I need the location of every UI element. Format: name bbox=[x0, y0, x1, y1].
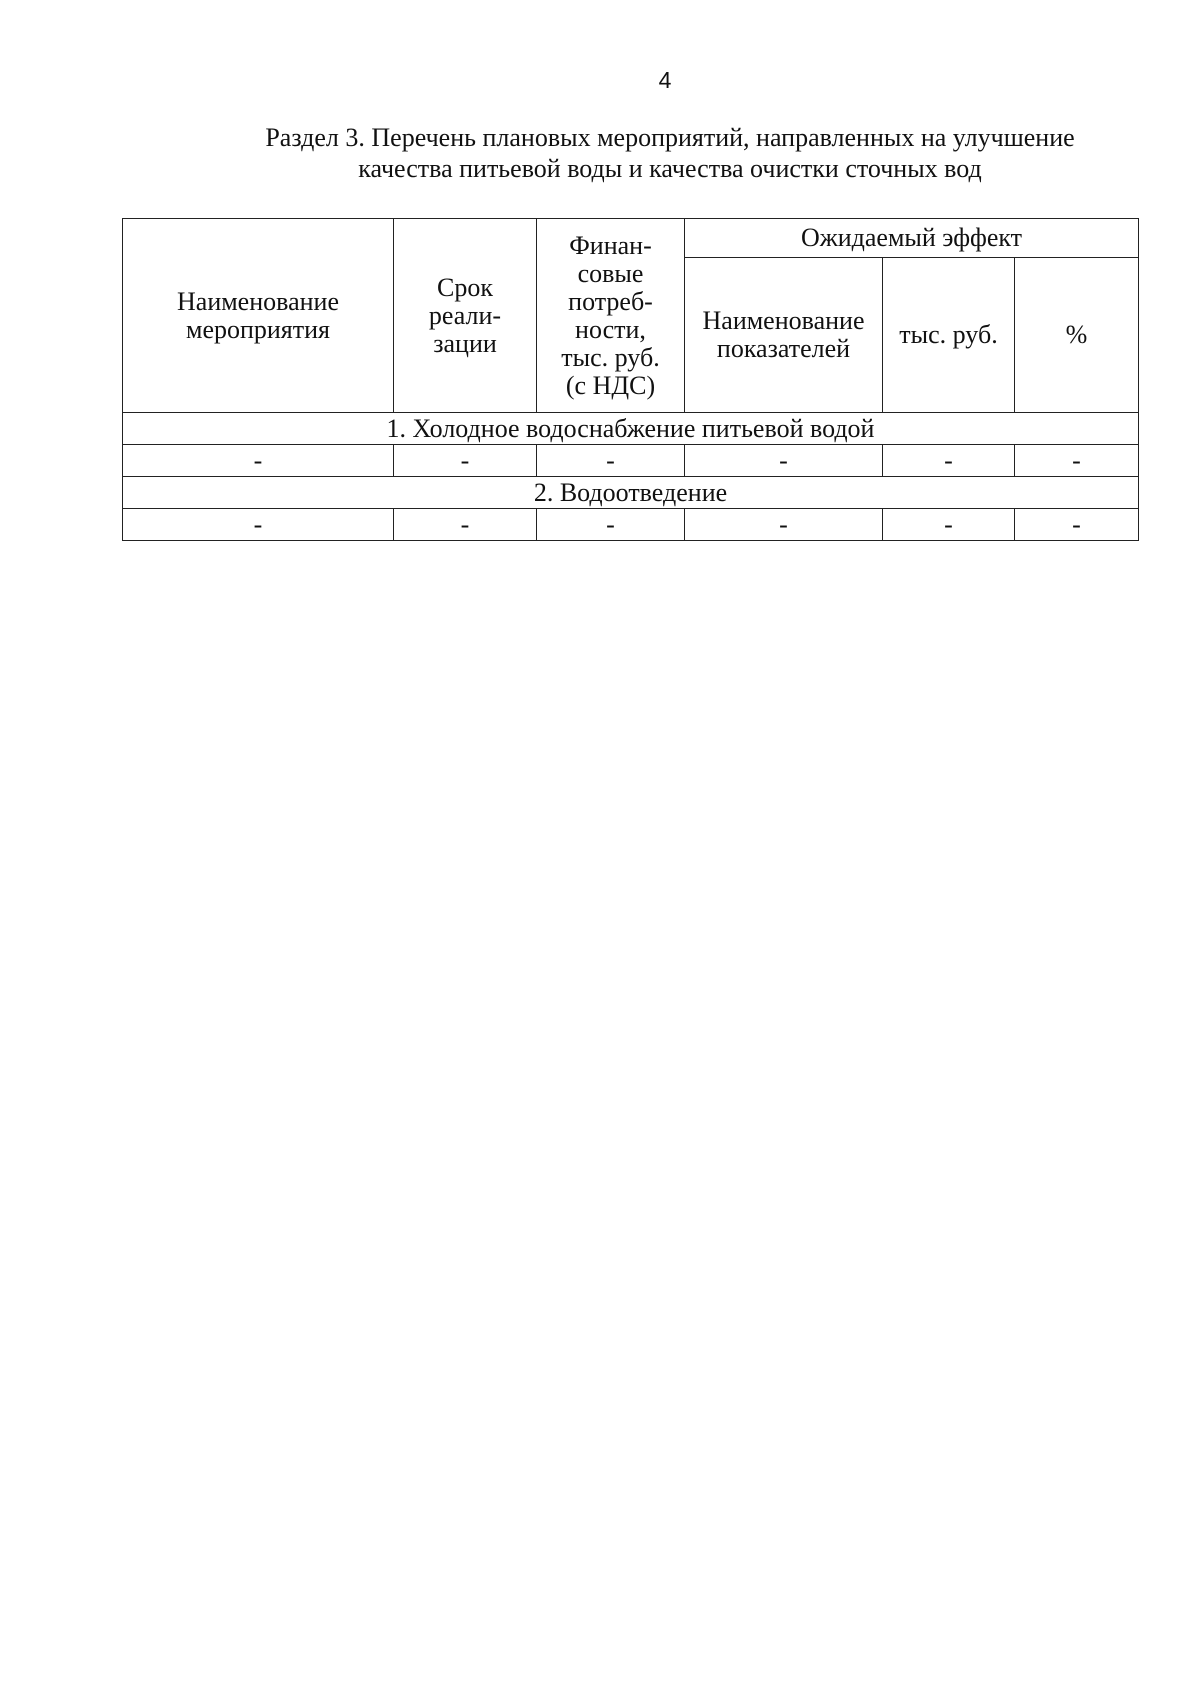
table-cell: - bbox=[123, 509, 394, 541]
table-cell: - bbox=[883, 445, 1015, 477]
table-cell: - bbox=[1015, 445, 1139, 477]
header-expected-effect: Ожидаемый эффект bbox=[685, 219, 1139, 258]
table-cell: - bbox=[394, 509, 537, 541]
table-cell: - bbox=[1015, 509, 1139, 541]
header-term: Срок реали- зации bbox=[394, 219, 537, 413]
table-cell: - bbox=[123, 445, 394, 477]
section-title-line: качества питьевой воды и качества очистки сточных вод bbox=[358, 154, 982, 183]
table-cell: - bbox=[883, 509, 1015, 541]
page-number: 4 bbox=[658, 67, 672, 93]
section-title bbox=[180, 122, 1160, 184]
table-cell: - bbox=[537, 509, 685, 541]
table-row bbox=[123, 445, 1139, 477]
section-heading: 1. Холодное водоснабжение питьевой водой bbox=[123, 413, 1139, 445]
header-percent: % bbox=[1015, 258, 1139, 413]
section-row bbox=[123, 413, 1139, 445]
measures-table bbox=[122, 218, 1139, 541]
section-row bbox=[123, 477, 1139, 509]
header-thousand-rub: тыс. руб. bbox=[883, 258, 1015, 413]
header-measure-name: Наименование мероприятия bbox=[123, 219, 394, 413]
section-title-line: Раздел 3. Перечень плановых мероприятий, направленных на улучшение bbox=[265, 123, 1075, 152]
header-row bbox=[123, 219, 1139, 258]
table-cell: - bbox=[394, 445, 537, 477]
header-indicators: Наименование показателей bbox=[685, 258, 883, 413]
table-row bbox=[123, 509, 1139, 541]
header-finance: Финан- совые потреб- ности, тыс. руб. (с НДС) bbox=[537, 219, 685, 413]
table-cell: - bbox=[685, 509, 883, 541]
section-heading: 2. Водоотведение bbox=[123, 477, 1139, 509]
table-cell: - bbox=[685, 445, 883, 477]
table-cell: - bbox=[537, 445, 685, 477]
